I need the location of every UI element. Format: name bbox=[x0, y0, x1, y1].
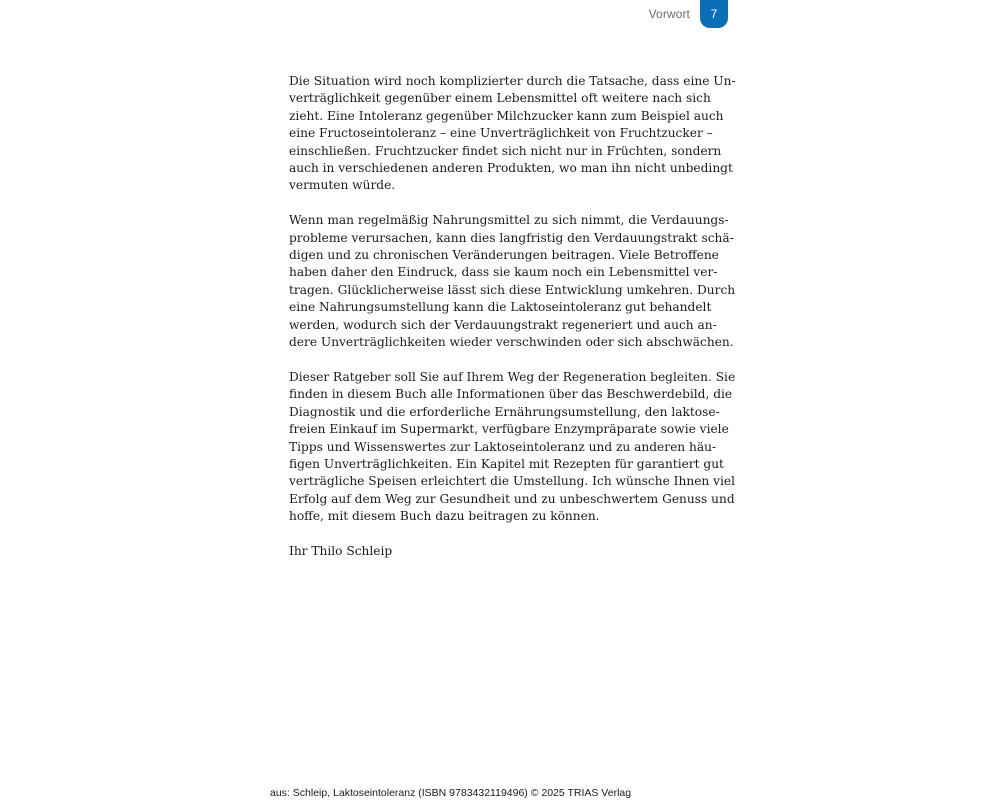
section-title: Vorwort bbox=[648, 7, 690, 21]
text-line: eine Fructoseintoleranz – eine Unverträglichkeit von Fruchtzucker – bbox=[289, 126, 713, 141]
text-line: dere Unverträglichkeiten wieder verschwinden oder sich abschwächen. bbox=[289, 335, 734, 350]
text-line: finden in diesem Buch alle Informationen über das Beschwerdebild, die bbox=[289, 387, 733, 402]
text-line: Tipps und Wissenswertes zur Laktoseintoleranz und zu anderen häu- bbox=[289, 439, 717, 454]
paragraph-2 bbox=[289, 212, 736, 351]
text-line: Diagnostik und die erforderliche Ernährungsumstellung, den laktose- bbox=[289, 404, 720, 419]
body-text bbox=[289, 73, 736, 578]
paragraph-3 bbox=[289, 369, 736, 526]
text-line: Erfolg auf dem Weg zur Gesundheit und zu unbeschwertem Genuss und bbox=[289, 491, 735, 506]
text-line: haben daher den Eindruck, dass sie kaum noch ein Lebensmittel ver- bbox=[289, 265, 718, 280]
text-line: digen und zu chronischen Veränderungen beitragen. Viele Betroffene bbox=[289, 248, 719, 263]
text-line: probleme verursachen, kann dies langfristig den Verdauungstrakt schä- bbox=[289, 230, 734, 245]
page-number-badge: 7 bbox=[700, 0, 728, 28]
text-line: Dieser Ratgeber soll Sie auf Ihrem Weg der Regeneration begleiten. Sie bbox=[289, 369, 736, 384]
text-line: vermuten würde. bbox=[289, 178, 396, 193]
running-head bbox=[649, 0, 728, 28]
text-line: zieht. Eine Intoleranz gegenüber Milchzucker kann zum Beispiel auch bbox=[289, 108, 724, 123]
signature: Ihr Thilo Schleip bbox=[289, 543, 393, 558]
footer-citation: aus: Schleip, Laktoseintoleranz (ISBN 9783432119496) © 2025 TRIAS Verlag bbox=[270, 787, 632, 799]
text-line: verträglichkeit gegenüber einem Lebensmittel oft weitere nach sich bbox=[289, 91, 711, 106]
text-line: Die Situation wird noch komplizierter durch die Tatsache, dass eine Un- bbox=[289, 74, 736, 88]
text-line: freien Einkauf im Supermarkt, verfügbare Enzympräparate sowie viele bbox=[289, 422, 729, 437]
paragraph-1 bbox=[289, 73, 736, 195]
text-line: einschließen. Fruchtzucker findet sich nicht nur in Früchten, sondern bbox=[289, 143, 722, 158]
text-line: werden, wodurch sich der Verdauungstrakt regeneriert und auch an- bbox=[289, 317, 717, 332]
text-line: eine Nahrungsumstellung kann die Laktoseintoleranz gut behandelt bbox=[289, 300, 712, 315]
text-line: verträgliche Speisen erleichtert die Umstellung. Ich wünsche Ihnen viel bbox=[289, 474, 736, 489]
text-line: auch in verschiedenen anderen Produkten, wo man ihn nicht unbedingt bbox=[289, 161, 733, 176]
text-line: tragen. Glücklicherweise lässt sich diese Entwicklung umkehren. Durch bbox=[289, 282, 736, 297]
text-line: hoffe, mit diesem Buch dazu beitragen zu können. bbox=[289, 509, 600, 524]
text-line: Wenn man regelmäßig Nahrungsmittel zu sich nimmt, die Verdauungs- bbox=[289, 213, 729, 228]
text-line: figen Unverträglichkeiten. Ein Kapitel mit Rezepten für garantiert gut bbox=[289, 456, 724, 471]
